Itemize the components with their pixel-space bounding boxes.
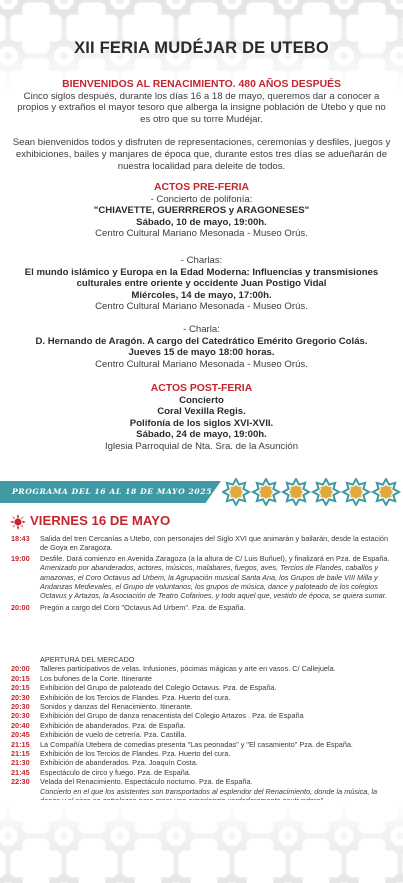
schedule-time: 20:15 [11,673,30,683]
schedule-text: Los bufones de la Corte. Itinerante [40,673,152,683]
post-feria-heading: ACTOS POST-FERIA [150,383,253,394]
schedule-row [11,554,395,601]
star-tile [223,479,249,505]
market-row [11,768,395,777]
event-type: - Charla: [183,324,220,335]
welcome-section [6,79,397,172]
event-place: Centro Cultural Mariano Mesonada - Museo Orús. [95,358,308,370]
bottom-tile-pattern [0,800,403,883]
event-date: Jueves 15 de mayo 18:00 horas. [128,347,275,359]
event-place: Centro Cultural Mariano Mesonada - Museo Orús. [95,228,308,240]
schedule-text: Exhibición del Grupo de paloteado del Colegio Octavus. Pza. de España. [40,683,277,693]
schedule-time: 20:00 [11,602,30,612]
star-tile [283,479,309,505]
market-heading: APERTURA DEL MERCADO [40,655,135,664]
market-row [11,749,395,758]
schedule-text: Exhibición de los Tercios de Flandes. Pza. Huerto del cura. [40,692,231,702]
schedule-time: 20:30 [11,711,30,721]
day-title: VIERNES 16 DE MAYO [30,513,171,528]
schedule-time: 20:45 [11,730,30,740]
schedule-time: 20:15 [11,683,30,693]
pre-feria-event-2 [6,255,397,313]
schedule-time: 19:00 [11,553,30,563]
schedule-time: 21:15 [11,749,30,759]
schedule-market [11,655,395,806]
market-row [11,711,395,720]
market-row [11,721,395,730]
post-event-date: Sábado, 24 de mayo, 19:00h. [136,429,267,441]
star-tile [373,479,399,505]
schedule-row [11,534,395,553]
star-tile [313,479,339,505]
market-row [11,664,395,673]
schedule-text: Exhibición de abanderados. Pza. de España. [40,720,186,730]
star-tiles-decoration [222,478,403,511]
market-row [11,702,395,711]
schedule-time: 22:30 [11,777,30,787]
schedule-text: Talleres participativos de velas. Infusiones, pócimas mágicas y arte en vasos. C/ Callejuela. [40,664,336,674]
market-row [11,674,395,683]
pre-feria-event-3 [6,324,397,370]
event-name: "CHIAVETTE, GUERRREROS y ARAGONESES" [93,205,310,217]
schedule-note: Concierto en el que los asistentes son transportados al esplendor del Renacimiento, donde la música, la [40,786,378,796]
schedule-text: Salida del tren Cercanías a Utebo, con personajes del Siglo XVI que animarán y bailarán, desde la estación de Goya en Zaragoza. [40,534,389,553]
schedule-time: 20:40 [11,720,30,730]
star-tile [343,479,369,505]
schedule-main [11,534,395,612]
post-feria-section [6,383,397,453]
schedule-text: Velada del Renacimiento. Espectáculo nocturno. Pza. de España. [40,777,253,787]
schedule-text: Exhibición de los Tercios de Flandes. Pza. Huerto del cura. [40,749,231,759]
schedule-text: Exhibición de abanderados. Pza. Joaquín Costa. [40,758,198,768]
schedule-note: Amenizado por abanderados, actores, músicos, malabares, fuegos, aves, Tercios de Flandes, caballos y amazonas, el Coro Octavus ad Urbem, la Agrupación musical Santa Ana, los Grupos de baile VIII Milla y Andanzas Medievales, el Grupo de voluntarios, los grupos de música, dance y paloteado de los colegios Octavus y Artazos, la Asociación de Teatro Cofarines, y todo aquel que, vestido de época, se quiera sumar. [40,563,387,601]
event-type: - Concierto de polifonía: [150,193,253,205]
schedule-text: Exhibición de vuelo de cetrería. Pza. Castilla. [40,730,187,740]
market-row [11,740,395,749]
schedule-time: 21:45 [11,767,30,777]
post-event-name: Coral Vexilla Regis. [157,406,246,418]
schedule-time: 21:30 [11,758,30,768]
page-title: XII FERIA MUDÉJAR DE UTEBO [74,39,329,57]
market-row [11,758,395,767]
market-heading-row [11,655,395,664]
event-date: Sábado, 10 de mayo, 19:00h. [136,216,267,228]
post-event-subtitle: Polifonía de los siglos XVI-XVII. [129,417,274,429]
schedule-time: 21:15 [11,739,30,749]
schedule-time: 20:30 [11,702,30,712]
schedule-text: Sonidos y danzas del Renacimiento. Itinerante. [40,702,193,712]
program-band-label: PROGRAMA DEL 16 AL 18 DE MAYO 2025 [12,487,213,496]
sun-icon [10,514,26,530]
event-name: El mundo islámico y Europa en la Edad Moderna: Influencias y transmisiones culturales entre oriente y occidente Juan Postigo Vidal [24,266,379,290]
schedule-time: 20:00 [11,664,30,674]
pre-feria-section [6,182,397,240]
program-band [0,478,403,506]
schedule-text: Pregón a cargo del Coro "Octavus Ad Urbem". Pza. de España. [40,602,246,612]
schedule-row [11,603,395,612]
schedule-text: La Compañía Utebera de comedias presenta "Las peonadas" y "El casamiento" Pza. de España. [40,739,353,749]
event-place: Centro Cultural Mariano Mesonada - Museo Orús. [95,301,308,313]
star-tile [253,479,279,505]
market-row [11,693,395,702]
schedule-time: 20:30 [11,692,30,702]
market-row [11,730,395,739]
post-event-type: Concierto [179,394,224,406]
schedule-text: Desfile. Dará comienzo en Avenida Zaragoza (a la altura de C/ Luis Buñuel), y finalizará en Pza. de España. [40,553,390,563]
pre-feria-heading: ACTOS PRE-FERIA [153,182,250,193]
schedule-time: 18:43 [11,534,30,543]
welcome-paragraph-1: Cinco siglos después, durante los días 16 a 18 de mayo, queremos dar a conocer a propios y extraños el mayor tesoro que alberga la insigne población de Utebo y que no es otro que su torre Mudéjar. [17,90,386,125]
schedule-text: Espectáculo de circo y fuego. Pza. de España. [40,767,191,777]
event-type: - Charlas: [180,255,223,266]
post-event-place: Iglesia Parroquial de Nta. Sra. de la Asunción [104,440,299,452]
market-row [11,683,395,692]
schedule-text: Exhibición del Grupo de danza renacentista del Colegio Artazos . Pza. de España [40,711,304,721]
event-date: Miércoles, 14 de mayo, 17:00h. [131,289,272,301]
event-name: D. Hernando de Aragón. A cargo del Catedrático Emérito Gregorio Colás. [35,335,368,347]
welcome-paragraph-2: Sean bienvenidos todos y disfruten de representaciones, ceremonias y desfiles, juegos y exhibiciones, bailes y manjares de época que, durante estos tres días se adueñarán de nuestra localidad para deleite de todos. [12,137,391,172]
welcome-heading: BIENVENIDOS AL RENACIMIENTO. 480 AÑOS DESPUÉS [62,79,341,90]
